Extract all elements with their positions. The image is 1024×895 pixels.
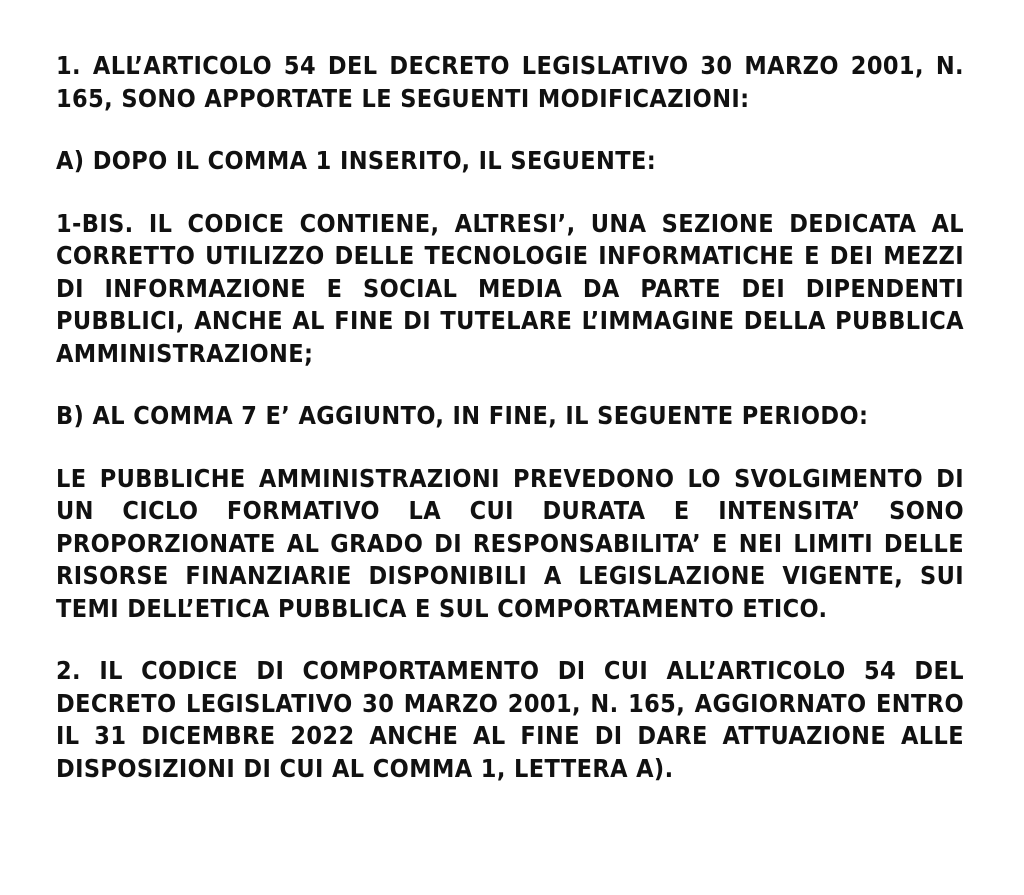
- document-body: [56, 50, 964, 785]
- paragraph-training-period: LE PUBBLICHE AMMINISTRAZIONI PREVEDONO LO SVOLGIMENTO DI UN CICLO FORMATIVO LA CUI DURATA E INTENSITA’ SONO PROPORZIONATE AL GRADO DI RESPONSABILITA’ E NEI LIMITI DELLE RISORSE FINANZIARIE DISPONIBILI A LEGISLAZIONE VIGENTE, SUI TEMI DELL’ETICA PUBBLICA E SUL COMPORTAMENTO ETICO.: [56, 463, 964, 623]
- paragraph-letter-b: B) AL COMMA 7 E’ AGGIUNTO, IN FINE, IL SEGUENTE PERIODO:: [56, 401, 869, 430]
- paragraph-article-2: 2. IL CODICE DI COMPORTAMENTO DI CUI ALL’ARTICOLO 54 DEL DECRETO LEGISLATIVO 30 MARZO 2001, N. 165, AGGIORNATO ENTRO IL 31 DICEMBRE 2022 ANCHE AL FINE DI DARE ATTUAZIONE ALLE DISPOSIZIONI DI CUI AL COMMA 1, LETTERA A).: [56, 656, 964, 783]
- paragraph-article-1-intro: 1. ALL’ARTICOLO 54 DEL DECRETO LEGISLATIVO 30 MARZO 2001, N. 165, SONO APPORTATE LE SEGUENTI MODIFICAZIONI:: [56, 51, 964, 113]
- paragraph-comma-1-bis: 1-BIS. IL CODICE CONTIENE, ALTRESI’, UNA SEZIONE DEDICATA AL CORRETTO UTILIZZO DELLE TECNOLOGIE INFORMATICHE E DEI MEZZI DI INFORMAZIONE E SOCIAL MEDIA DA PARTE DEI DIPENDENTI PUBBLICI, ANCHE AL FINE DI TUTELARE L’IMMAGINE DELLA PUBBLICA AMMINISTRAZIONE;: [56, 208, 964, 368]
- paragraph-letter-a: A) DOPO IL COMMA 1 INSERITO, IL SEGUENTE:: [56, 146, 657, 175]
